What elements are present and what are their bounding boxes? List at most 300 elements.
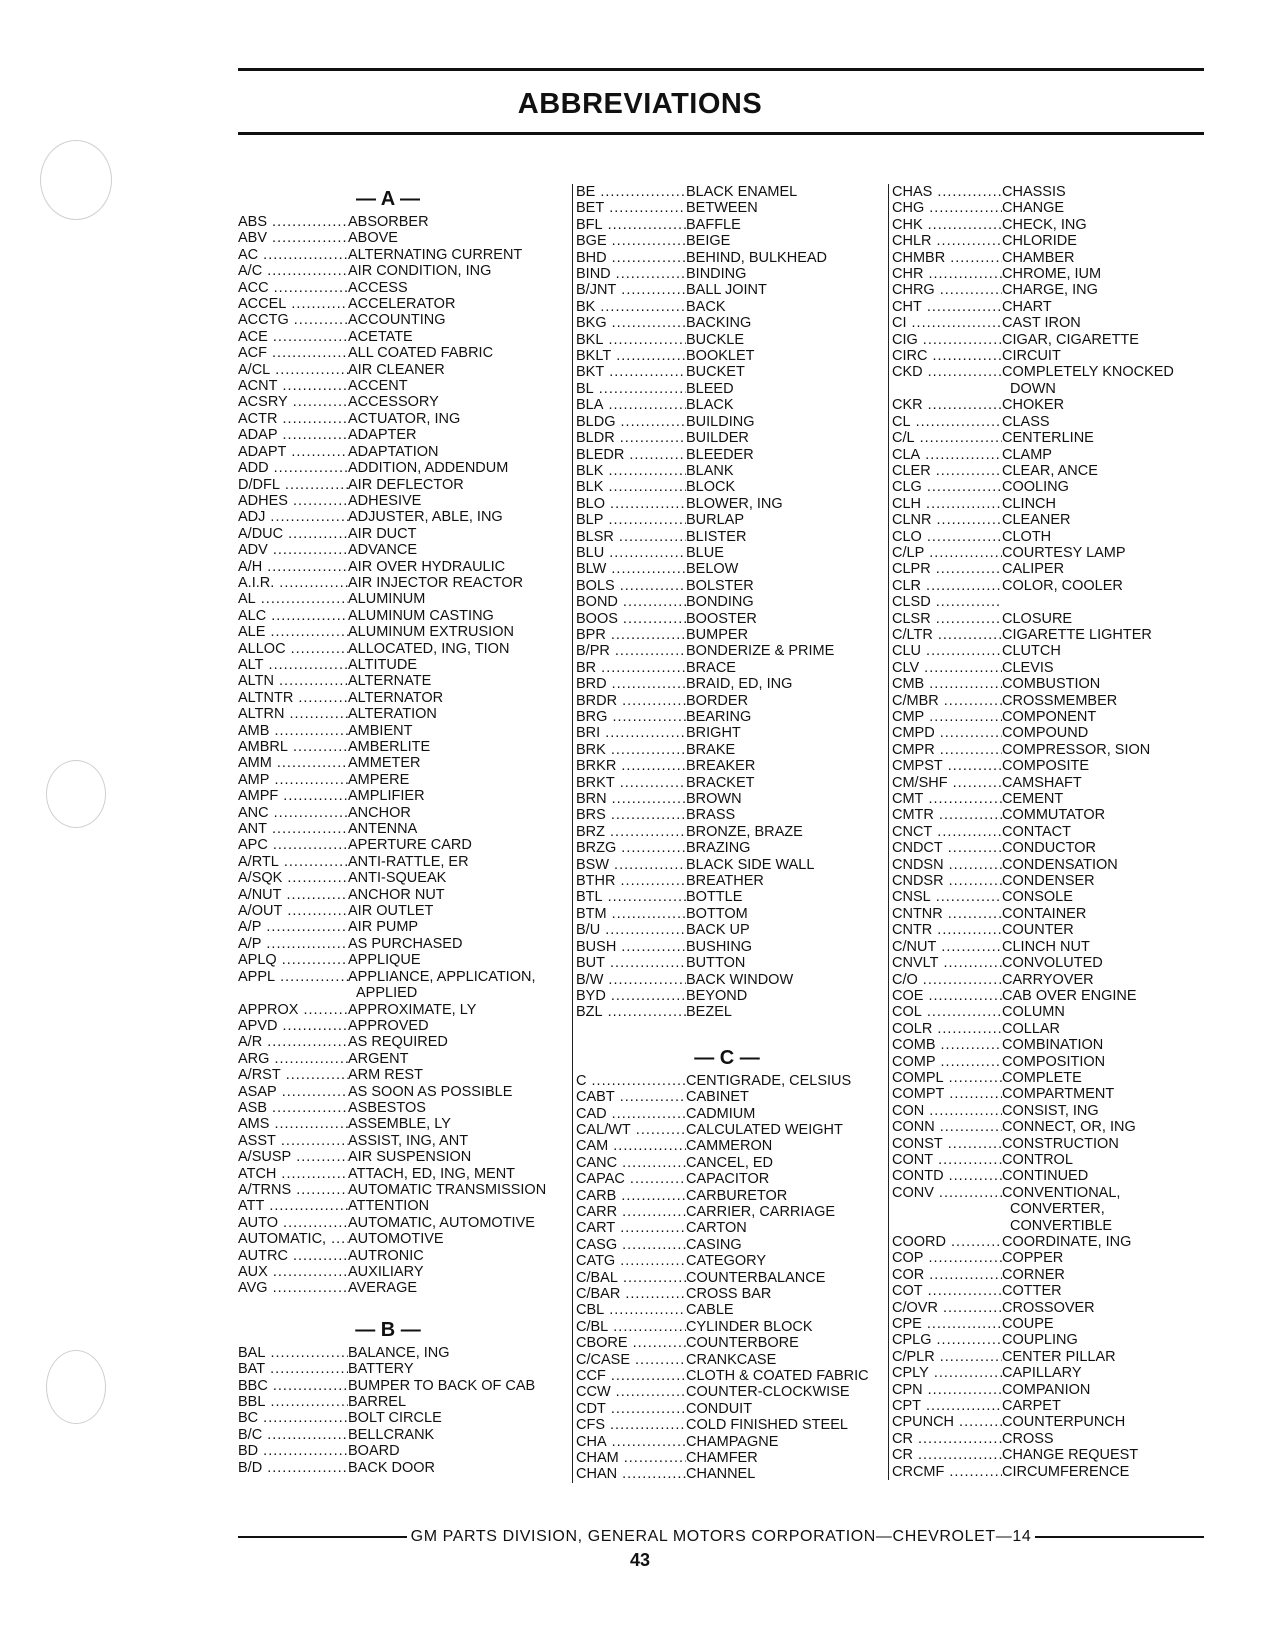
abbreviation-entry (892, 693, 1208, 709)
abbreviation: COR ..... (892, 1267, 1002, 1283)
abbreviation: ABV ..... (238, 230, 348, 246)
abbreviation-entry (238, 624, 538, 640)
abbreviation: BHD ..... (576, 250, 686, 266)
abbreviation-entry (238, 1116, 538, 1132)
abbreviation: CMPD ..... (892, 725, 1002, 741)
abbreviation-entry (576, 332, 878, 348)
abbreviation: CLV ..... (892, 660, 1002, 676)
meaning: AIR OUTLET (348, 903, 434, 920)
meaning: BEIGE (686, 233, 731, 250)
abbreviation: COE ..... (892, 988, 1002, 1004)
abbreviation-entry (576, 463, 878, 479)
page-title: ABBREVIATIONS (517, 88, 763, 120)
abbreviation: CONN ..... (892, 1119, 1002, 1135)
meaning: BUTTON (686, 955, 746, 972)
abbreviation: BUSH ..... (576, 939, 686, 955)
abbreviation-entry (576, 430, 878, 446)
abbreviation: C/L ..... (892, 430, 1002, 446)
abbreviation-entry (576, 364, 878, 380)
abbreviation-entry (576, 972, 878, 988)
abbreviation-entry (576, 1004, 878, 1020)
abbreviation: BLW ..... (576, 561, 686, 577)
meaning: ACCESS (348, 279, 408, 296)
abbreviation: CHT ..... (892, 299, 1002, 315)
meaning: COMPRESSOR, SION (1002, 741, 1151, 758)
meaning: ABSORBER (348, 214, 429, 230)
abbreviation: ASB ..... (238, 1100, 348, 1116)
abbreviation-entry (576, 1138, 878, 1154)
abbreviation-entry (892, 1185, 1208, 1201)
meaning: CARBURETOR (686, 1187, 788, 1204)
meaning: CADMIUM (686, 1105, 756, 1122)
abbreviation-entry (238, 526, 538, 542)
meaning: AS PURCHASED (348, 935, 463, 952)
title-underline (238, 132, 1204, 135)
abbreviation-entry (892, 315, 1208, 331)
abbreviation: A/SUSP ..... (238, 1149, 348, 1165)
abbreviation: CPT ..... (892, 1398, 1002, 1414)
abbreviation: AMM ..... (238, 755, 348, 771)
abbreviation-entry (238, 509, 538, 525)
abbreviation-entry (238, 739, 538, 755)
abbreviation: BL ..... (576, 381, 686, 397)
meaning: CRANKCASE (686, 1351, 777, 1368)
abbreviation-entry (238, 657, 538, 673)
abbreviation: CONV ..... (892, 1185, 1002, 1201)
abbreviation: C/BAL ..... (576, 1270, 686, 1286)
meaning: COMPONENT (1002, 709, 1097, 725)
abbreviation: CCF ..... (576, 1368, 686, 1384)
meaning-continuation: CONVERTIBLE (1010, 1217, 1113, 1234)
meaning: CORNER (1002, 1266, 1065, 1283)
abbreviation: BIND ..... (576, 266, 686, 282)
abbreviation: ALLOC ..... (238, 641, 348, 657)
meaning: CLOTH & COATED FABRIC (686, 1368, 869, 1385)
abbreviation-entry (576, 1089, 878, 1105)
abbreviation-entry (238, 1034, 538, 1050)
abbreviation: ACC ..... (238, 280, 348, 296)
abbreviation-entry (238, 1231, 538, 1247)
abbreviation: APC ..... (238, 837, 348, 853)
abbreviation-entry (892, 660, 1208, 676)
meaning: ASSIST, ING, ANT (348, 1132, 469, 1149)
abbreviation: BRN ..... (576, 791, 686, 807)
abbreviation-entry (238, 1248, 538, 1264)
abbreviation: ALT ..... (238, 657, 348, 673)
abbreviation-entry (892, 1382, 1208, 1398)
abbreviation: BOLS ..... (576, 578, 686, 594)
meaning: BEARING (686, 709, 752, 725)
abbreviation: BBC ..... (238, 1378, 348, 1394)
meaning: BALANCE, ING (348, 1344, 450, 1361)
abbreviation: ALC ..... (238, 608, 348, 624)
abbreviation-entry (238, 280, 538, 296)
abbreviation: A/H ..... (238, 559, 348, 575)
abbreviation-entry (892, 250, 1208, 266)
abbreviation-entry (238, 1427, 538, 1443)
abbreviation-entry (576, 1220, 878, 1236)
abbreviation: CHR ..... (892, 266, 1002, 282)
meaning: CONTROL (1002, 1151, 1073, 1168)
abbreviation: ALTN ..... (238, 673, 348, 689)
abbreviation: B/U ..... (576, 922, 686, 938)
meaning: ALTITUDE (348, 656, 418, 673)
abbreviation: AMS ..... (238, 1116, 348, 1132)
abbreviation: COT ..... (892, 1283, 1002, 1299)
meaning: COOLING (1002, 479, 1069, 496)
abbreviation-entry (576, 1384, 878, 1400)
abbreviation: ADHES ..... (238, 493, 348, 509)
abbreviation: B/JNT ..... (576, 282, 686, 298)
meaning: AMBIENT (348, 722, 413, 739)
meaning: BRAKE (686, 741, 736, 758)
meaning: BUILDING (686, 413, 755, 430)
meaning: COUNTER (1002, 922, 1074, 939)
abbreviation-entry (238, 214, 538, 230)
abbreviation: AVG ..... (238, 1280, 348, 1296)
abbreviation-entry (892, 906, 1208, 922)
abbreviation: ADV ..... (238, 542, 348, 558)
meaning: CHAMBER (1002, 249, 1075, 266)
meaning: APPLIANCE, APPLICATION, (348, 968, 536, 985)
abbreviation-entry (238, 969, 538, 985)
abbreviation-entry (892, 282, 1208, 298)
abbreviation: AC ..... (238, 247, 348, 263)
meaning: ANTI-SQUEAK (348, 870, 447, 887)
meaning: ALL COATED FABRIC (348, 345, 494, 362)
abbreviation-entry (576, 857, 878, 873)
meaning: AIR DUCT (348, 525, 417, 542)
abbreviation-entry (576, 1368, 878, 1384)
abbreviation: BKG ..... (576, 315, 686, 331)
meaning: CARRIER, CARRIAGE (686, 1203, 836, 1220)
meaning: AIR PUMP (348, 919, 419, 936)
meaning: COMBUSTION (1002, 676, 1101, 693)
meaning: BROWN (686, 791, 742, 808)
abbreviation: C/LP ..... (892, 545, 1002, 561)
abbreviation: BAT ..... (238, 1361, 348, 1377)
abbreviation-entry (576, 479, 878, 495)
abbreviation: ATT ..... (238, 1198, 348, 1214)
abbreviation-entry (238, 1394, 538, 1410)
abbreviation: CLH ..... (892, 496, 1002, 512)
entry-list (238, 214, 547, 1297)
meaning: CAB OVER ENGINE (1002, 987, 1137, 1004)
abbreviation: CLSD ..... (892, 594, 1002, 610)
meaning: CYLINDER BLOCK (686, 1318, 813, 1335)
abbreviation: ADAPT ..... (238, 444, 348, 460)
meaning: CLASS (1002, 413, 1050, 430)
abbreviation: COMPL ..... (892, 1070, 1002, 1086)
abbreviation: CIRC ..... (892, 348, 1002, 364)
abbreviation-entry (238, 1181, 547, 1198)
abbreviation-entry (576, 1401, 878, 1417)
abbreviation: ACSRY ..... (238, 394, 348, 410)
abbreviation: C ..... (576, 1073, 686, 1089)
abbreviation: C/O ..... (892, 972, 1002, 988)
abbreviation-entry (892, 1086, 1208, 1102)
abbreviation: C/NUT ..... (892, 939, 1002, 955)
abbreviation-entry (576, 1253, 878, 1269)
abbreviation: CNTNR ..... (892, 906, 1002, 922)
abbreviation: ACCEL ..... (238, 296, 348, 312)
abbreviation: CARR ..... (576, 1204, 686, 1220)
abbreviation-entry (238, 673, 538, 689)
abbreviation: CBL ..... (576, 1302, 686, 1318)
meaning: CROSSMEMBER (1002, 692, 1118, 709)
abbreviation-entry (892, 1464, 1208, 1480)
abbreviation-entry (892, 1054, 1208, 1070)
abbreviation-entry (576, 1270, 878, 1286)
abbreviation: CM/SHF ..... (892, 775, 1002, 791)
meaning: BLEED (686, 380, 734, 397)
meaning: ASSEMBLE, LY (348, 1116, 451, 1133)
meaning: ANCHOR (348, 804, 411, 821)
abbreviation: BKT ..... (576, 364, 686, 380)
abbreviation: BUT ..... (576, 955, 686, 971)
meaning: COUNTERBALANCE (686, 1269, 826, 1286)
abbreviation-entry (576, 939, 878, 955)
abbreviation: C/CASE ..... (576, 1352, 686, 1368)
meaning: ANCHOR NUT (348, 886, 445, 903)
meaning: CHANGE REQUEST (1002, 1447, 1139, 1464)
abbreviation: CLSR ..... (892, 611, 1002, 627)
abbreviation-entry (238, 1100, 538, 1116)
meaning: COMPARTMENT (1002, 1086, 1115, 1103)
abbreviation: CHMBR ..... (892, 250, 1002, 266)
abbreviation: BPR ..... (576, 627, 686, 643)
meaning: COLLAR (1002, 1020, 1061, 1037)
abbreviation-entry (892, 529, 1208, 545)
meaning: COLD FINISHED STEEL (686, 1417, 848, 1434)
meaning: CONDUIT (686, 1400, 753, 1417)
top-rule (238, 68, 1204, 71)
abbreviation: BLK ..... (576, 479, 686, 495)
abbreviation-entry (238, 641, 538, 657)
abbreviation-entry (892, 217, 1208, 233)
meaning: BRONZE, BRAZE (686, 823, 803, 840)
meaning: CLINCH (1002, 495, 1056, 512)
meaning: ALTERNATOR (348, 689, 444, 706)
meaning: ALUMINUM CASTING (348, 607, 494, 624)
abbreviation-entry (238, 345, 538, 361)
abbreviation: AL ..... (238, 591, 348, 607)
abbreviation: BLP ..... (576, 512, 686, 528)
abbreviation-entry (238, 837, 538, 853)
meaning: AMPLIFIER (348, 788, 425, 805)
abbreviation-entry (238, 477, 538, 493)
abbreviation-entry (892, 463, 1208, 479)
meaning: COMPLETE (1002, 1069, 1082, 1086)
meaning: COMPOUND (1002, 725, 1089, 742)
abbreviation-entry (238, 230, 538, 246)
abbreviation-entry (892, 1267, 1208, 1283)
abbreviation-entry (238, 493, 538, 509)
abbreviation: CATG ..... (576, 1253, 686, 1269)
abbreviation: B/D ..... (238, 1460, 348, 1476)
abbreviation: CHK ..... (892, 217, 1002, 233)
meaning: ADAPTER (348, 427, 417, 444)
meaning: CALCULATED WEIGHT (686, 1121, 843, 1138)
abbreviation: CPE ..... (892, 1316, 1002, 1332)
meaning: COUNTERPUNCH (1002, 1414, 1126, 1431)
abbreviation-entry (892, 414, 1208, 430)
abbreviation-entry (892, 332, 1208, 348)
abbreviation-entry (892, 840, 1208, 856)
abbreviation-entry (576, 1106, 878, 1122)
abbreviation-entry (238, 952, 538, 968)
abbreviation-entry (892, 578, 1208, 594)
meaning: APPLIQUE (348, 952, 421, 969)
meaning: CONSOLE (1002, 889, 1073, 906)
abbreviation: BRDR ..... (576, 693, 686, 709)
binder-hole (46, 1350, 106, 1424)
meaning: BRAZING (686, 840, 751, 857)
abbreviation-entry (892, 561, 1208, 577)
meaning: AMMETER (348, 755, 421, 772)
meaning: CONSTRUCTION (1002, 1135, 1119, 1152)
meaning: CASING (686, 1236, 742, 1253)
meaning: CIGAR, CIGARETTE (1002, 331, 1139, 348)
abbreviation: CPN ..... (892, 1382, 1002, 1398)
meaning: BOLSTER (686, 577, 754, 594)
meaning: CATEGORY (686, 1253, 767, 1270)
abbreviation: CPUNCH ..... (892, 1414, 1002, 1430)
meaning: BUCKLE (686, 331, 745, 348)
abbreviation: CON ..... (892, 1103, 1002, 1119)
abbreviation: B/W ..... (576, 972, 686, 988)
meaning: CIRCUIT (1002, 348, 1061, 365)
abbreviation-entry (238, 1084, 538, 1100)
entry-list (576, 1073, 878, 1483)
meaning-continuation: APPLIED (356, 985, 418, 1002)
abbreviation: BK ..... (576, 299, 686, 315)
abbreviation: AUTOMATIC, ..... (238, 1231, 348, 1247)
abbreviation-entry (576, 250, 878, 266)
meaning: AUTOMOTIVE (348, 1231, 444, 1248)
meaning: BLANK (686, 462, 734, 479)
abbreviation-entry (892, 1431, 1208, 1447)
abbreviation-entry (892, 1168, 1208, 1184)
abbreviation: ADD ..... (238, 460, 348, 476)
meaning: COUPE (1002, 1316, 1054, 1333)
meaning: CANCEL, ED (686, 1154, 774, 1171)
abbreviation-entry (576, 1237, 878, 1253)
abbreviation: BOND ..... (576, 594, 686, 610)
abbreviation-entry (238, 936, 538, 952)
meaning: BUSHING (686, 938, 753, 955)
meaning: BREAKER (686, 758, 756, 775)
abbreviation: BR ..... (576, 660, 686, 676)
abbreviation-entry (238, 1198, 538, 1214)
meaning: CLEANER (1002, 512, 1071, 529)
abbreviation-entry (892, 676, 1208, 692)
meaning: CENTERLINE (1002, 430, 1094, 447)
abbreviation-entry (892, 758, 1208, 774)
meaning: BLACK SIDE WALL (686, 856, 815, 873)
meaning-continuation: DOWN (1010, 380, 1056, 397)
abbreviation: COMB ..... (892, 1037, 1002, 1053)
abbreviation-entry (238, 296, 538, 312)
abbreviation: BKLT ..... (576, 348, 686, 364)
abbreviation-entry (892, 1447, 1208, 1463)
abbreviation-entry (238, 559, 538, 575)
meaning: BELOW (686, 561, 739, 578)
abbreviation-entry (238, 263, 538, 279)
page-footer (238, 1528, 1204, 1546)
abbreviation-entry (576, 676, 878, 692)
abbreviation-entry (892, 496, 1208, 512)
meaning: CAPILLARY (1002, 1365, 1082, 1382)
abbreviation-entry (576, 742, 878, 758)
abbreviation: CNCT ..... (892, 824, 1002, 840)
abbreviation: ALTNTR ..... (238, 690, 348, 706)
meaning: ADJUSTER, ABLE, ING (348, 509, 503, 526)
abbreviation: BD ..... (238, 1443, 348, 1459)
meaning: AIR CLEANER (348, 361, 445, 378)
abbreviation: CAD ..... (576, 1106, 686, 1122)
abbreviation: A/TRNS ..... (238, 1182, 348, 1198)
meaning: BATTERY (348, 1361, 414, 1378)
abbreviation-entry (238, 1345, 538, 1361)
abbreviation-entry (576, 906, 878, 922)
meaning: BACK UP (686, 922, 750, 939)
abbreviation: CLER ..... (892, 463, 1002, 479)
abbreviation: CHA ..... (576, 1434, 686, 1450)
abbreviation-entry (238, 1215, 538, 1231)
meaning: ALTERNATE (348, 673, 432, 690)
abbreviation: CLNR ..... (892, 512, 1002, 528)
abbreviation: ALTRN ..... (238, 706, 348, 722)
abbreviation: COMP ..... (892, 1054, 1002, 1070)
abbreviation: CR ..... (892, 1447, 1002, 1463)
abbreviation: CAL/WT ..... (576, 1122, 686, 1138)
meaning: CHECK, ING (1002, 216, 1087, 233)
abbreviation: A/P ..... (238, 936, 348, 952)
abbreviation-entry (238, 247, 538, 263)
abbreviation: CBORE ..... (576, 1335, 686, 1351)
abbreviation-entry (892, 1250, 1208, 1266)
abbreviation: CONST ..... (892, 1136, 1002, 1152)
section-heading-b: — B — (355, 1318, 421, 1341)
footer-rule (238, 1536, 407, 1538)
meaning: CONTACT (1002, 823, 1072, 840)
meaning: ATTACH, ED, ING, MENT (348, 1165, 516, 1182)
meaning: ATTENTION (348, 1198, 430, 1215)
abbreviation-entry (238, 460, 538, 476)
abbreviation: CI ..... (892, 315, 1002, 331)
abbreviation-entry (892, 184, 1208, 200)
abbreviation: CHAN ..... (576, 1466, 686, 1482)
meaning: ADDITION, ADDENDUM (348, 460, 509, 477)
meaning: ANTENNA (348, 821, 418, 838)
abbreviation-entry (892, 709, 1208, 725)
abbreviation-entry (576, 200, 878, 216)
abbreviation-entry (576, 1434, 878, 1450)
abbreviation: BYD ..... (576, 988, 686, 1004)
meaning: CHLORIDE (1002, 233, 1077, 250)
meaning: BINDING (686, 266, 747, 283)
abbreviation: CKR ..... (892, 397, 1002, 413)
abbreviation-entry (892, 1070, 1208, 1086)
abbreviation-entry (576, 627, 878, 643)
meaning: COLOR, COOLER (1002, 577, 1123, 594)
abbreviation: C/BL ..... (576, 1319, 686, 1335)
meaning: CONDUCTOR (1002, 840, 1096, 857)
abbreviation: BLK ..... (576, 463, 686, 479)
meaning: ADVANCE (348, 542, 418, 559)
meaning: BLACK (686, 397, 734, 414)
